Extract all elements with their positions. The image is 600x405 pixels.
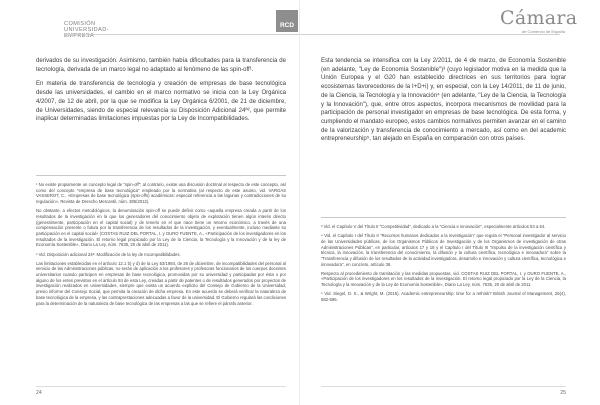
footnote: ⁵ Vid. Siegel, D. S., & Wright, M. (2015). Academic entrepreneurship: time for a rethink? British Journal of Management, 26(4), 582-595. [321, 291, 566, 302]
header-title: COMISIÓN UNIVERSIDAD-EMPRESA [64, 21, 109, 39]
camara-logo-word: Cámara [500, 7, 578, 29]
paragraph: En materia de transferencia de tecnología y creación de empresas de base tecnológica desde las universidades, el cambio en el marco normativo se inicia con la Ley Orgánica 4/2007, de 12 de abril, por la que se modifica la Ley Orgánica 6/2001, de 21 de diciembre, de Universidades, siendo de especial relevancia su Disposición Adicional 24ª², que permite inaplicar determinadas limitaciones impuestas por la Ley de Incompatibilidades. [36, 81, 286, 123]
footnote: ² Vid. Disposición adicional 24ª: Modificación de la ley de Incompatibilidades. [36, 251, 181, 257]
rcd-logo-text: RCD [279, 22, 295, 29]
page-number-rule [321, 386, 566, 387]
paragraph: Esta tendencia se intensifica con la Ley 2/2011, de 4 de marzo, de Economía Sostenible (en adelante, "Ley de Economía Sostenible")³ (cuyo legislador motiva en la medida que la Unión Europea y el G20 han establecido directrices en sus territorios para lograr ecosistemas favorecedores de la I+D+i) y, en especial, con la Ley 14/2011, de 11 de junio, de la Ciencia, la Tecnología y la Innovación⁴ (en adelante, "Ley de la Ciencia, la Tecnología y la Innovación"), que, entre otros aspectos, incorpora mecanismos de movilidad para la participación de personal investigador en empresas de base tecnológica. De esta forma, y cumpliendo el mandato europeo, estos cambios normativos permiten avanzar en el camino de la valorización y transferencia de conocimiento a mercado, así como en del academic entrepreneurship⁵, tan alejado en España en comparación con otros países. [321, 58, 566, 143]
left-body-text [36, 57, 286, 130]
footnote-rule [321, 217, 566, 218]
camara-logo [500, 7, 578, 37]
right-footnotes [321, 224, 566, 306]
footnote: Respecto al procedimiento de tramitación y las medidas propuestas, vid. COSTAS RUIZ DEL PORTAL, I. y OURO FUENTE, A., «Participación de los investigadores en los resultados de la investigación. El retorno legal propiciado por la Ley de la Ciencia, la Tecnología y la Innovación y de la Ley de Economía Sostenible», Diario La Ley, núm. 7635, 20 de abril de 2011. [321, 270, 566, 288]
left-footnotes [36, 182, 286, 310]
footnote-rule [36, 175, 286, 176]
footnote: ¹ No existe propiamente un concepto legal de "spin-off"; al contrario, existe una discusión doctrinal al respecto de este concepto, así como del concepto "empresa de base tecnológica" empleado por la normativa (al respecto de este asunto, vid. VARGAS VASSEROT, C., «Empresas de base tecnológica (spin-offs) académicas: especial referencia a las lagunas y contradicciones de su regulación», Revista de Derecho Mercantil, núm. 285/2012). [36, 182, 286, 205]
page-number-rule [36, 386, 286, 387]
right-body-text [321, 57, 566, 150]
page-number: 25 [560, 390, 566, 396]
footnote: ³ Vid. el Capítulo V del Título II "Competitividad", dedicado a la "Ciencia e innovación", especialmente artículos 53 a 64. [321, 224, 546, 229]
page-number: 24 [36, 390, 42, 396]
footnote: ⁴ Vid. el Capítulo I del Título II "Recursos humanos dedicados a la investigación" que regula el "Personal investigador al servicio de las Universidades públicas, de los Organismos Públicos de Investigación y de los Organismos de investigación de otras Administraciones Públicas", en particular, artículos 17 y 18 y el Capítulo I del Título III "Impulso de la investigación científica y técnica, la innovación, la transferencia del conocimiento, la difusión y la cultura científica, tecnológica e innovadora" sobre la "Transferencia y difusión de los resultados de la actividad investigadora, desarrollo e innovación y cultura científica, tecnológica e innovadora", en concreto, artículo 36. [321, 233, 566, 267]
footnote: Las limitaciones establecidas en el artículo 12.1 b) y d) de la Ley 53/1984, de 26 de diciembre, de incompatibilidades del personal al servicio de las Administraciones públicas, no serán de aplicación a los profesores y profesoras funcionarios de los cuerpos docentes universitarios cuando participen en empresas de base tecnológica, promovidas por su universidad y participadas por ésta o por alguno de los entes previstos en el artículo 84 de esta Ley, creadas a partir de patentes o de resultados generados por proyectos de investigación realizados en universidades, siempre que exista un acuerdo explícito del Consejo de Gobierno de la Universidad, previo informe del Consejo Social, que permita la creación de dicha empresa. En este acuerdo se deberá verificar la naturaleza de base tecnológica de la empresa, y las contraprestaciones adecuadas a favor de la universidad. El Gobierno regulará las condiciones para la determinación de la naturaleza de base tecnológica de las empresas a las que se refiere el párrafo anterior. [36, 260, 286, 306]
header-rule [64, 34, 300, 35]
camara-logo-subtitle: de Comercio de España [522, 29, 565, 34]
right-page [300, 0, 600, 405]
footnote: No obstante, a efectos metodológicos, la denominación spin-off se puede definir como «aquella empresa creada a partir de los resultados de la investigación en la que los generadores del conocimiento objeto de explotación tienen algún interés directo (generalmente, participación en el capital social) y de tenerlo en el que nace tiene un retorno económico, a través de una compensación presente o futura por la transferencia de los resultados de la investigación, y eventualmente, incluso mediante su participación en el capital social» (COSTAS RUIZ DEL PORTAL, I. y OURO FUENTE, A., «Participación de los investigadores en los resultados de la investigación. El retorno legal propiciado por la Ley de la Ciencia, la Tecnología y la Innovación y de la ley de Economía Sostenible», Diario La Ley, núm. 7635, 20 de abril de 2011). [36, 208, 286, 248]
rcd-logo [276, 10, 298, 32]
paragraph: derivados de su investigación. Asimismo, también había dificultades para la transferencia de tecnología, derivada de un marco legal no adaptado al fenómeno de las spin-off¹. [36, 58, 286, 73]
